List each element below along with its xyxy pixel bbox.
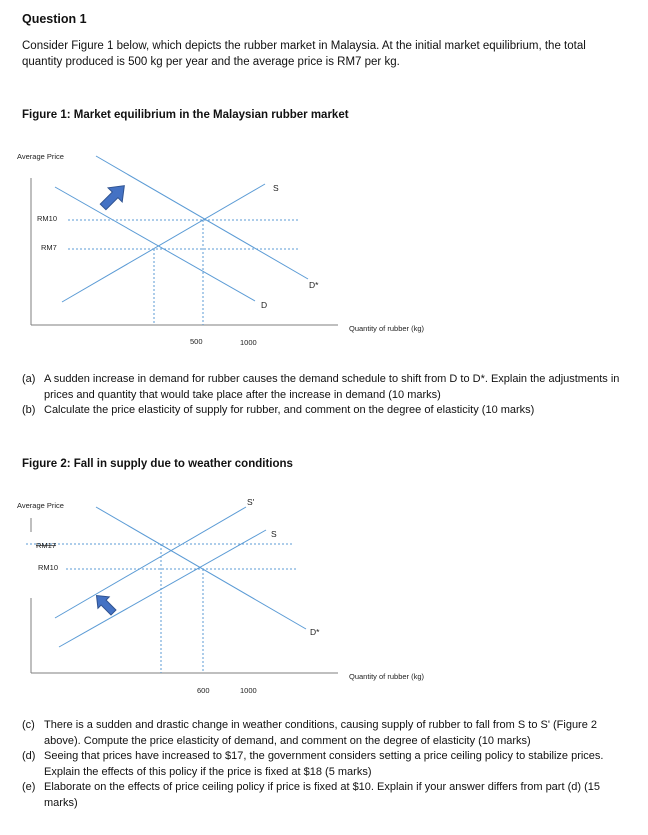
fig1-quantity-label-1000: 1000: [240, 338, 257, 347]
fig2-quantity-label-600: 600: [197, 686, 210, 695]
question-e-label: (e): [22, 781, 36, 793]
fig2-demand-curve: [96, 507, 306, 629]
question-d-label: (d): [22, 750, 36, 762]
fig1-x-axis-label: Quantity of rubber (kg): [349, 324, 425, 333]
question-d-text: Seeing that prices have increased to $17, the government considers setting a price ceiling policy to stabilize prices. Explain the effects of this policy if the price is fixed at $18 (5 marks): [44, 750, 604, 778]
fig2-x-axis-label: Quantity of rubber (kg): [349, 672, 425, 681]
question-c-label: (c): [22, 719, 35, 731]
fig2-supply-label: S: [271, 529, 277, 539]
fig2-supply-shift-arrow-icon: [91, 590, 119, 618]
fig1-y-axis-label: Average Price: [17, 152, 64, 161]
fig1-supply-curve: [62, 184, 265, 302]
question-c-text: There is a sudden and drastic change in weather conditions, causing supply of rubber to fall from S to S' (Figure 2 above). Compute the price elasticity of demand, and comment on the degree of elasticity (10 marks): [44, 719, 598, 747]
figure1-chart: [0, 140, 648, 360]
question-e-text: Elaborate on the effects of price ceiling policy if price is fixed at $10. Explain if your answer differs from part (d) (15 marks): [44, 781, 600, 809]
figure2-title: Figure 2: Fall in supply due to weather conditions: [22, 458, 293, 470]
fig1-quantity-label-500: 500: [190, 337, 203, 346]
fig1-price-label-rm10: RM10: [37, 214, 58, 223]
question-a: [22, 372, 622, 403]
question-b-label: (b): [22, 404, 36, 416]
fig1-demand-new-curve: [96, 156, 308, 279]
fig1-demand-shift-arrow-icon: [96, 179, 131, 214]
questions-cde: [22, 718, 634, 811]
question-a-label: (a): [22, 373, 36, 385]
fig1-supply-label: S: [273, 183, 279, 193]
fig2-supply-new-curve: [55, 507, 246, 618]
questions-ab: [22, 372, 622, 419]
fig1-demand-curve: [55, 187, 255, 301]
fig2-supply-curve: [59, 530, 266, 647]
fig2-supply-new-label: S': [247, 497, 255, 507]
fig2-price-label-rm10: RM10: [38, 563, 59, 572]
question-d: [22, 749, 634, 780]
question-b: [22, 403, 622, 419]
figure2-chart: [0, 490, 648, 700]
intro-paragraph: Consider Figure 1 below, which depicts the rubber market in Malaysia. At the initial market equilibrium, the total quantity produced is 500 kg per year and the average price is RM7 per kg.: [22, 40, 586, 68]
figure1-title: Figure 1: Market equilibrium in the Malaysian rubber market: [22, 109, 349, 121]
question-c: [22, 718, 634, 749]
question-a-text: A sudden increase in demand for rubber causes the demand schedule to shift from D to D*. Explain the adjustments in prices and quantity that would take place after the increase in demand (10 marks): [44, 373, 620, 401]
fig2-quantity-label-1000: 1000: [240, 686, 257, 695]
question-title: Question 1: [22, 12, 87, 26]
fig2-demand-label: D*: [310, 627, 320, 637]
fig2-y-axis-label: Average Price: [17, 501, 64, 510]
fig2-price-label-rm17: RM17: [36, 541, 57, 550]
fig1-demand-new-label: D*: [309, 280, 319, 290]
question-e: [22, 780, 634, 811]
fig1-demand-label: D: [261, 300, 268, 310]
fig1-price-label-rm7: RM7: [41, 243, 57, 252]
question-b-text: Calculate the price elasticity of supply for rubber, and comment on the degree of elasticity (10 marks): [44, 404, 535, 416]
